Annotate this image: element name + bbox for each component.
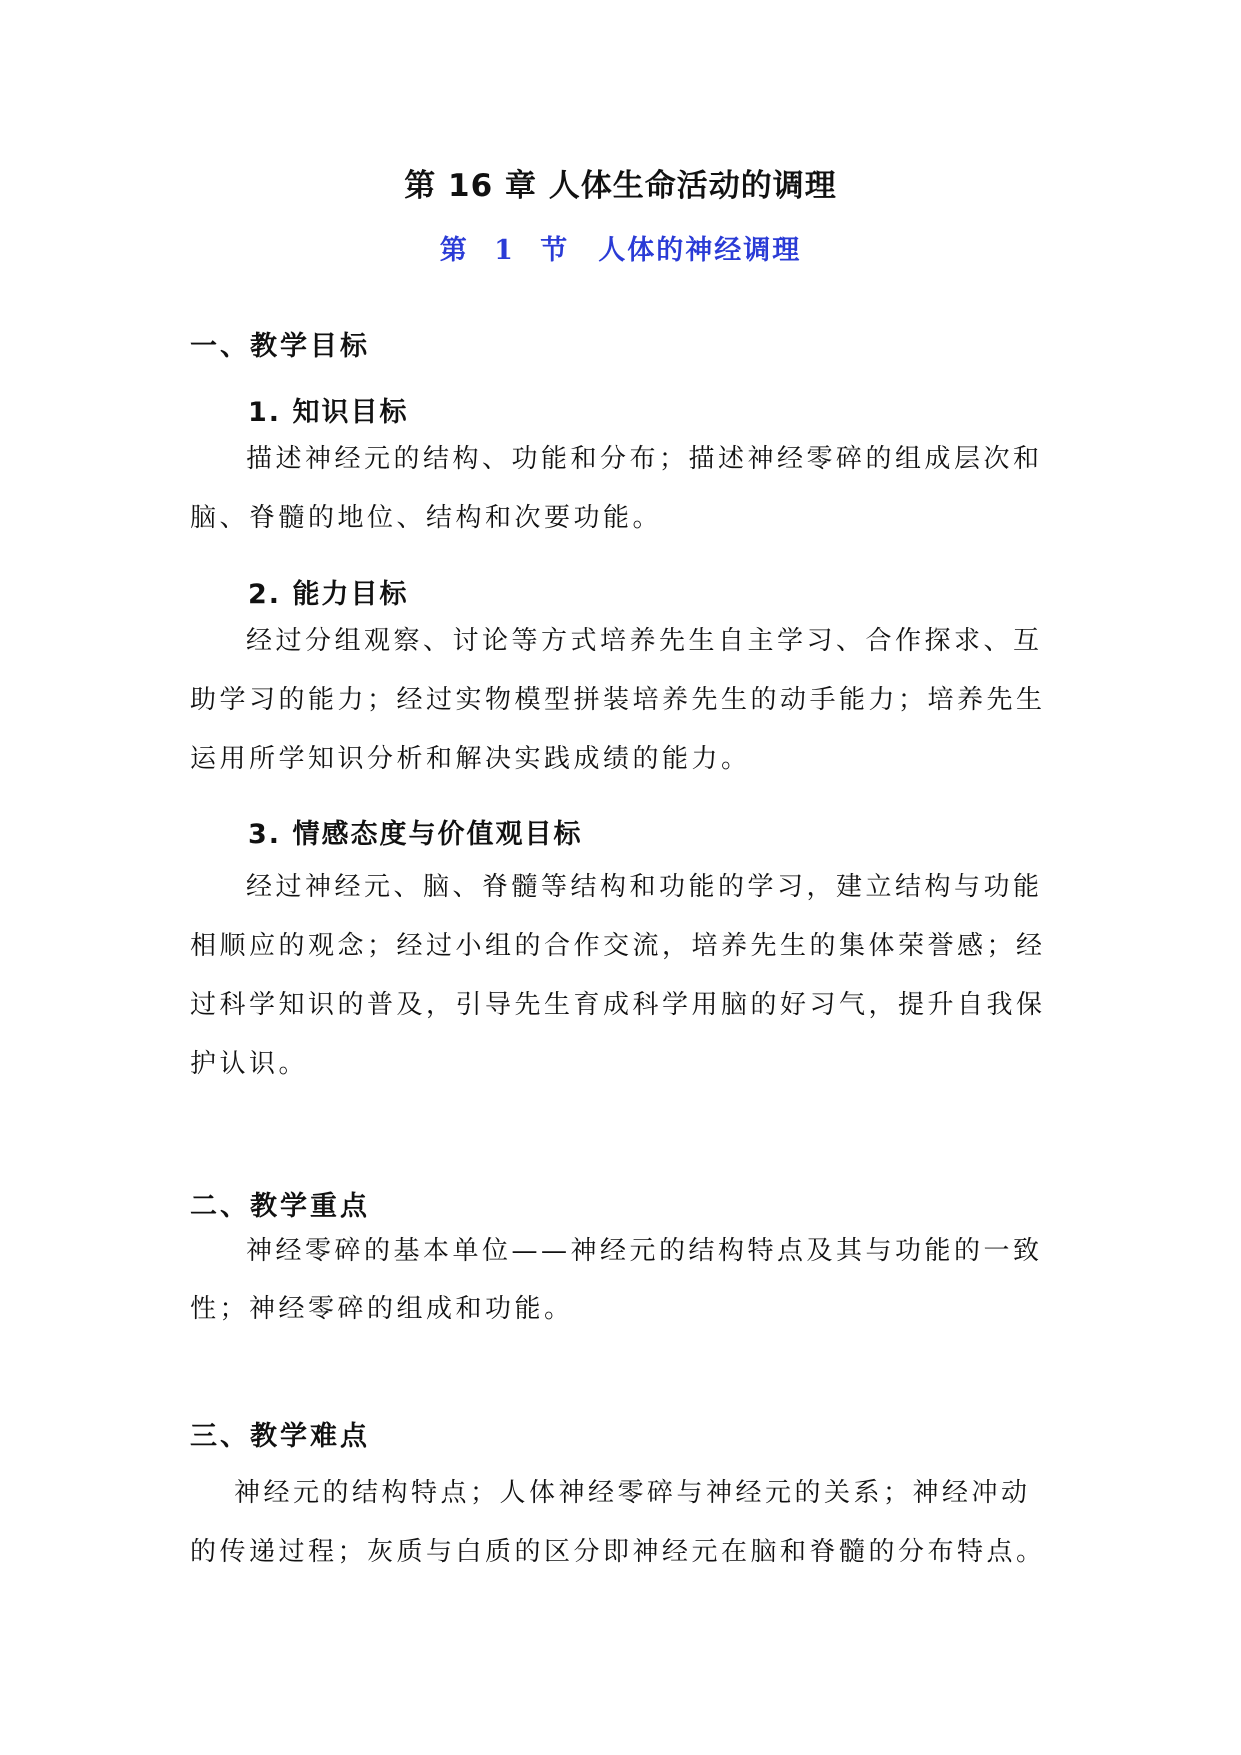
knowledge-objective-heading: 1. 知识目标 xyxy=(248,397,409,428)
chapter-title: 第 16 章 人体生命活动的调理 xyxy=(404,168,837,204)
difficulties-text: 神经元的结构特点；人体神经零碎与神经元的关系；神经冲动的传递过程；灰质与白质的区分即神经元在脑和脊髓的分布特点。 xyxy=(190,1478,1046,1567)
ability-objective-heading: 2. 能力目标 xyxy=(248,579,409,610)
objectives-heading: 一、教学目标 xyxy=(190,331,370,362)
knowledge-objective-text: 描述神经元的结构、功能和分布；描述神经零碎的组成层次和脑、脊髓的地位、结构和次要功能。 xyxy=(190,444,1043,533)
key-points-heading: 二、教学重点 xyxy=(190,1191,370,1222)
attitude-objective-heading: 3. 情感态度与价值观目标 xyxy=(248,819,583,850)
key-points-text: 神经零碎的基本单位——神经元的结构特点及其与功能的一致性；神经零碎的组成和功能。 xyxy=(190,1236,1043,1324)
section-title: 第 1 节 人体的神经调理 xyxy=(439,235,802,266)
attitude-objective-text: 经过神经元、脑、脊髓等结构和功能的学习，建立结构与功能相顺应的观念；经过小组的合作交流，培养先生的集体荣誉感；经过科学知识的普及，引导先生育成科学用脑的好习气，提升自我保护认识。 xyxy=(190,872,1046,1079)
ability-objective-text: 经过分组观察、讨论等方式培养先生自主学习、合作探求、互助学习的能力；经过实物模型拼装培养先生的动手能力；培养先生运用所学知识分析和解决实践成绩的能力。 xyxy=(190,626,1046,774)
difficulties-heading: 三、教学难点 xyxy=(190,1421,370,1452)
